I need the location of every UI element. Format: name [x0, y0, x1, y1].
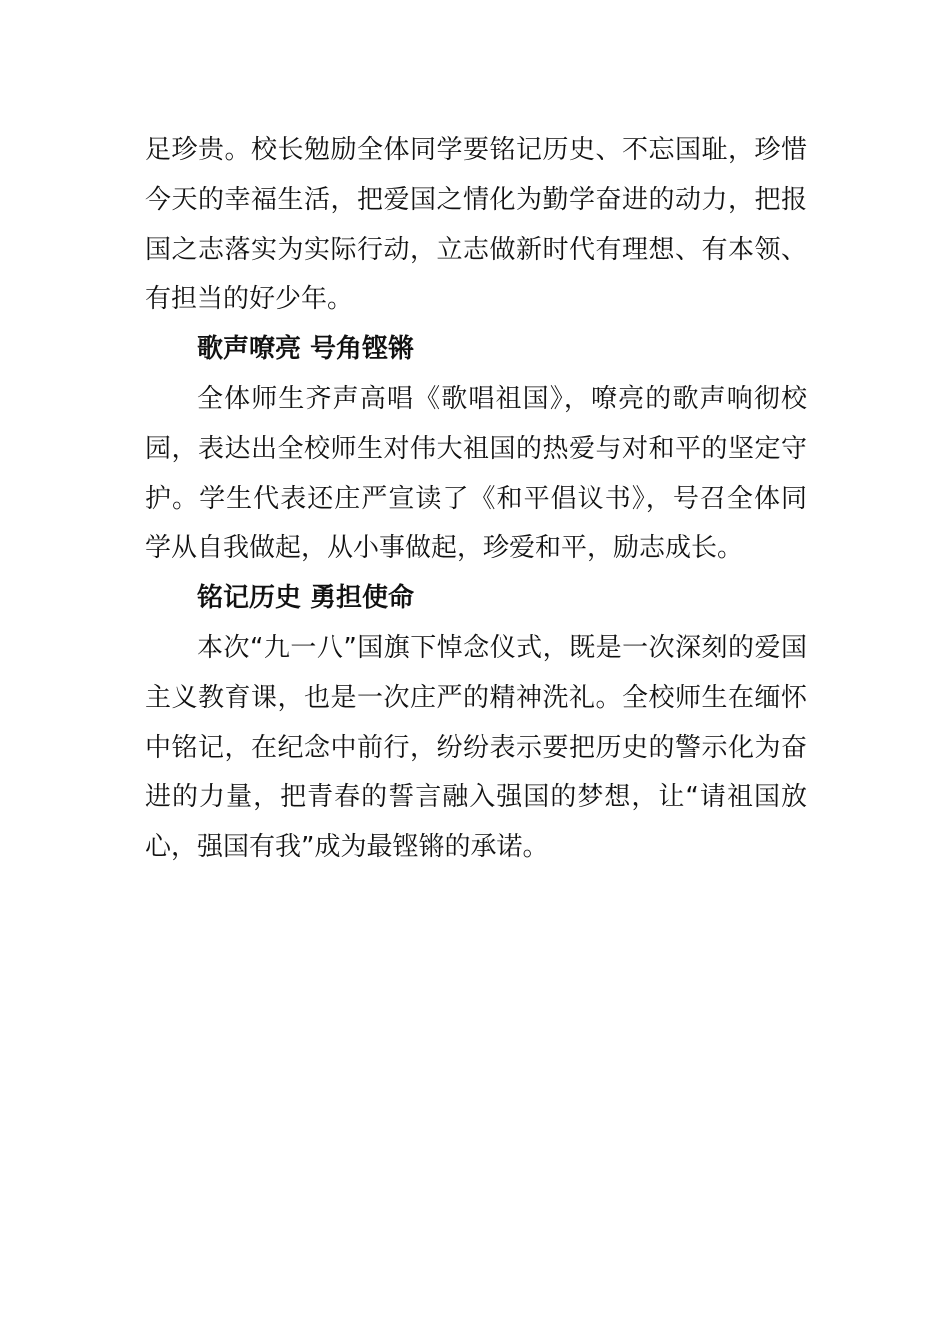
paragraph-history: 本次“九一八”国旗下悼念仪式，既是一次深刻的爱国主义教育课，也是一次庄严的精神洗礼。全校师生在缅怀中铭记，在纪念中前行，纷纷表示要把历史的警示化为奋进的力量，把青春的誓言融入强国的梦想，让“请祖国放心，强国有我”成为最铿锵的承诺。	[145, 632, 807, 863]
paragraph-continuation: 足珍贵。校长勉励全体同学要铭记历史、不忘国耻，珍惜今天的幸福生活，把爱国之情化为勤学奋进的动力，把报国之志落实为实际行动，立志做新时代有理想、有本领、有担当的好少年。	[145, 135, 807, 315]
paragraph-singing: 全体师生齐声高唱《歌唱祖国》，嘹亮的歌声响彻校园，表达出全校师生对伟大祖国的热爱与对和平的坚定守护。学生代表还庄严宣读了《和平倡议书》，号召全体同学从自我做起，从小事做起，珍爱和平，励志成长。	[145, 383, 807, 564]
section-heading-singing: 歌声嘹亮 号角铿锵	[197, 334, 415, 365]
section-heading-history: 铭记历史 勇担使命	[197, 583, 415, 614]
document-body	[145, 126, 807, 873]
